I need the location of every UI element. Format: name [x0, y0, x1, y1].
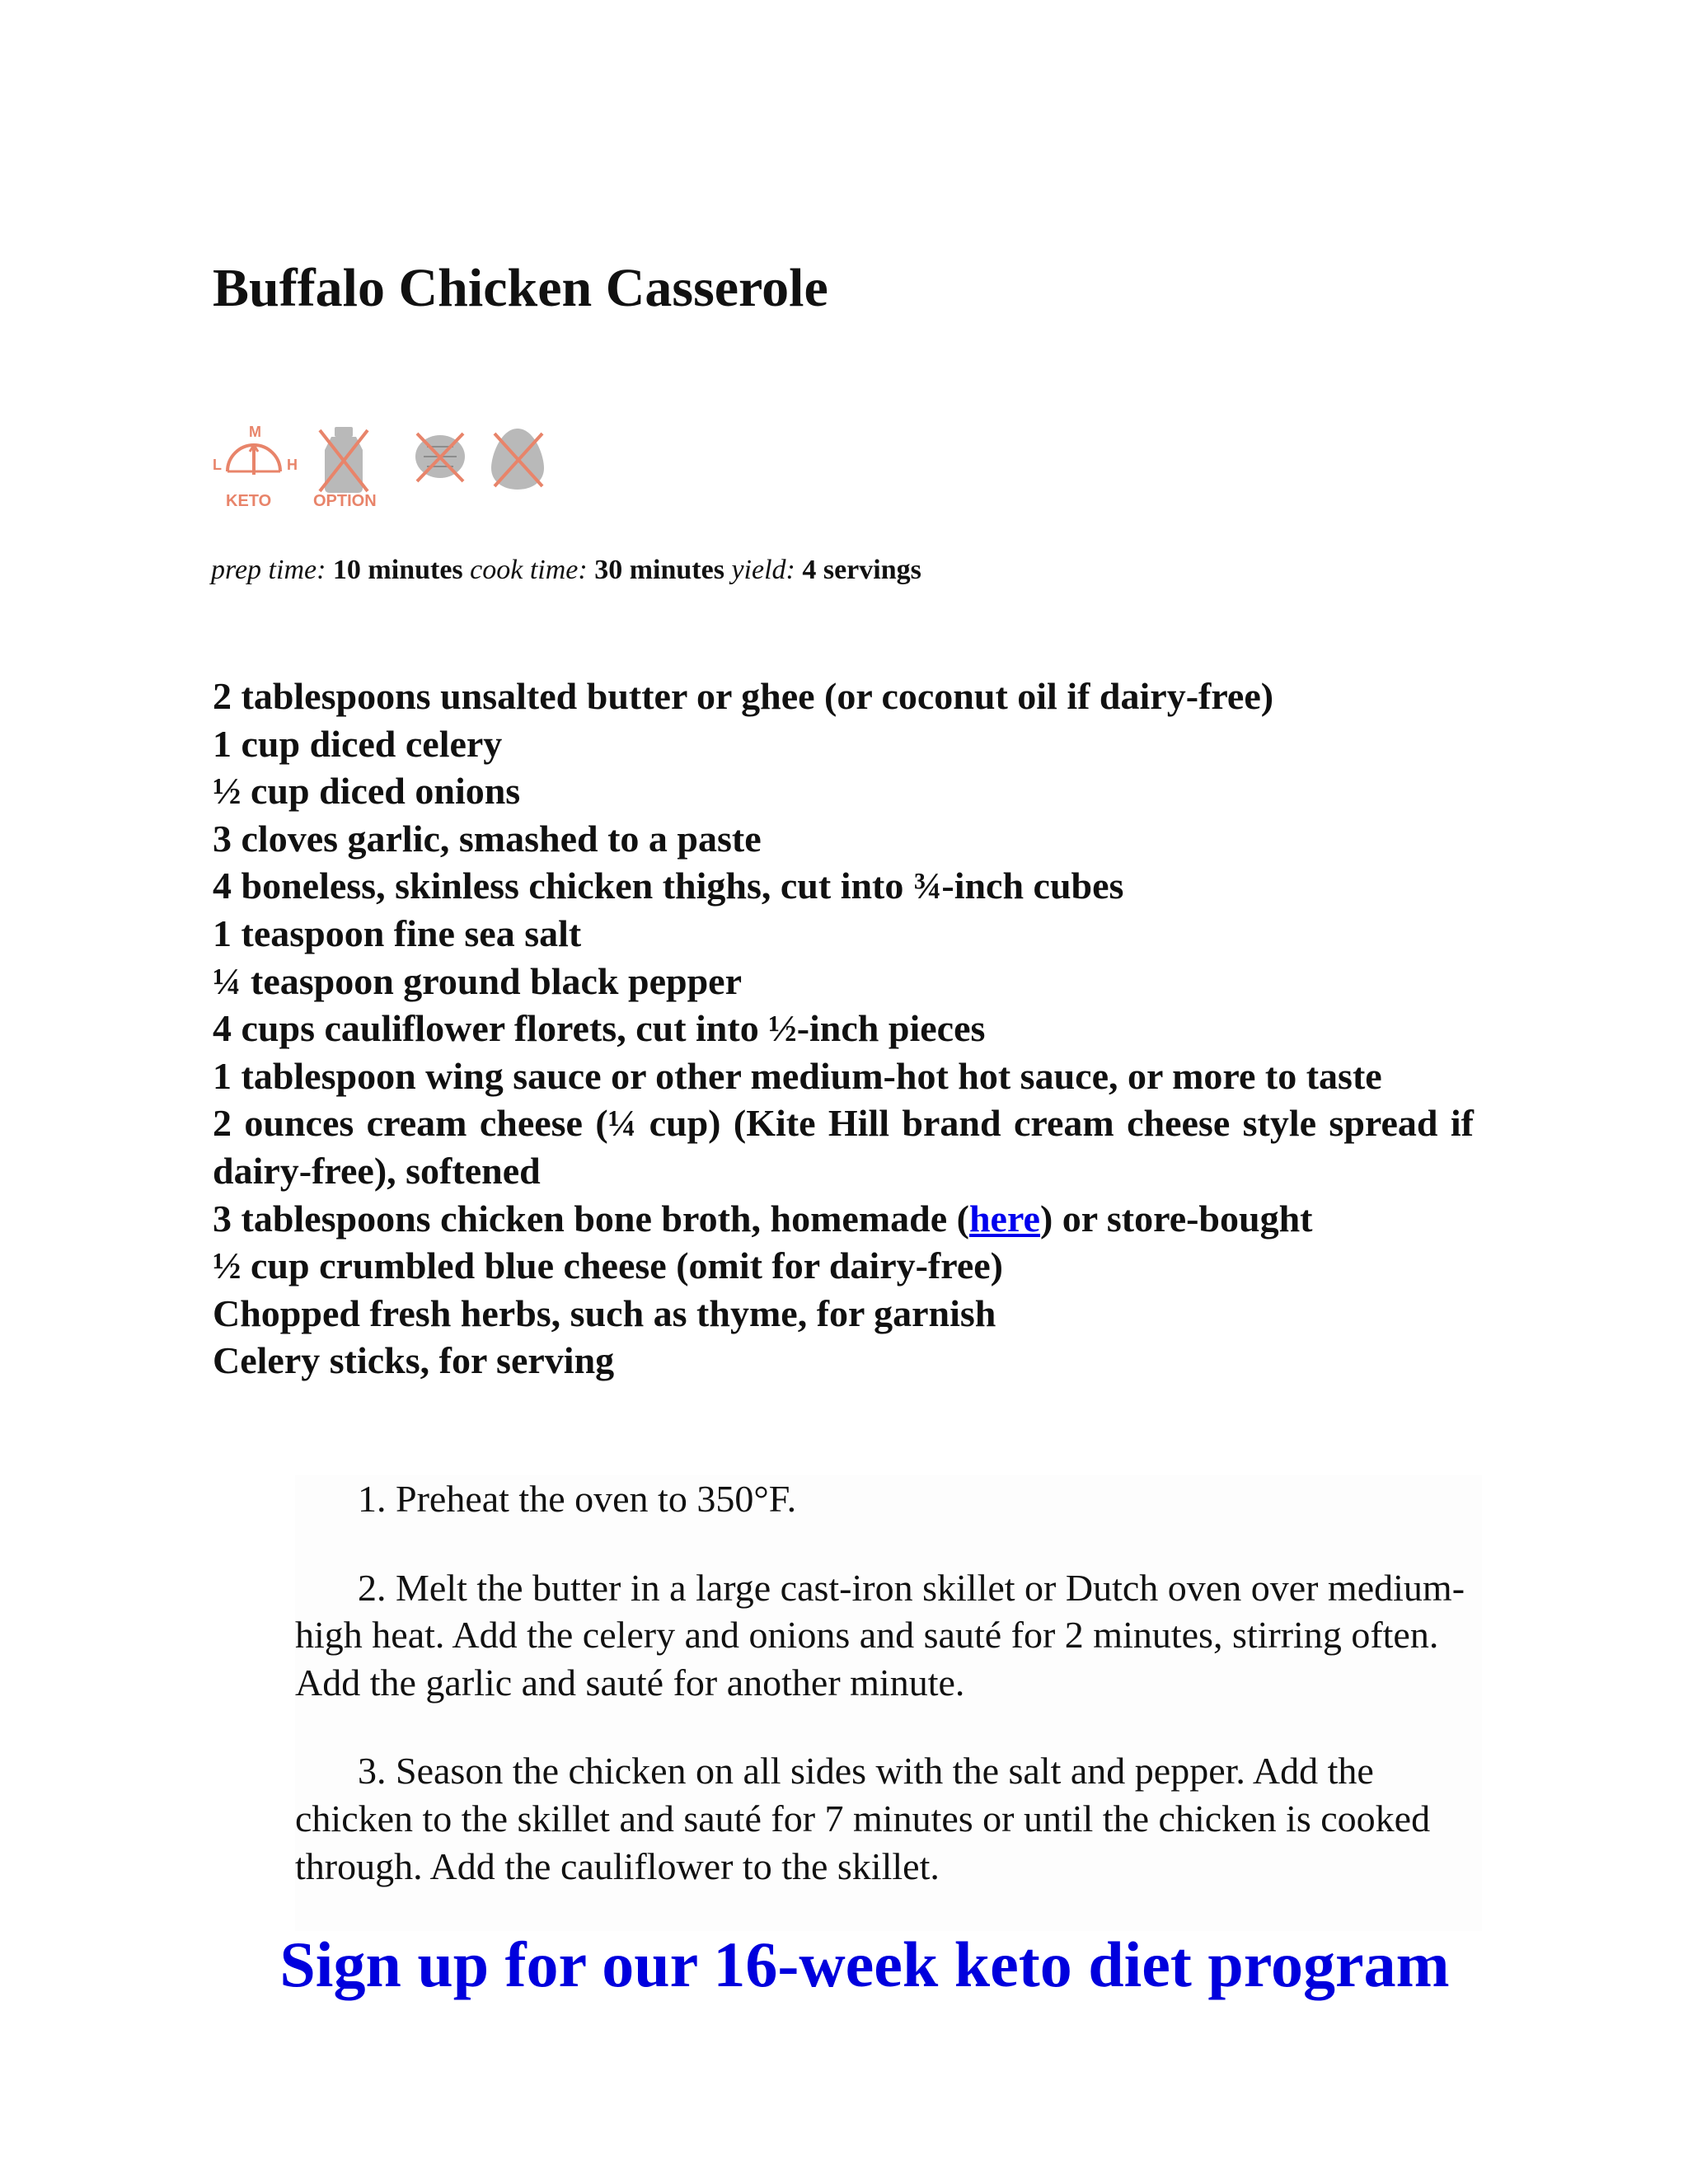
ingredient-item: 4 boneless, skinless chicken thighs, cut into ¾-inch cubes	[213, 865, 1124, 907]
ingredient-item: 2 ounces cream cheese (¼ cup) (Kite Hill brand cream cheese style spread if dairy-free), softened	[213, 1102, 1474, 1192]
cook-time-value: 30 minutes	[594, 555, 724, 585]
ingredient-item: 2 tablespoons unsalted butter or ghee (or coconut oil if dairy-free)	[213, 675, 1274, 717]
recipe-title: Buffalo Chicken Casserole	[213, 258, 828, 318]
instruction-list	[295, 1475, 1482, 1931]
instruction-step: 1. Preheat the oven to 350°F.	[358, 1478, 797, 1520]
yield-label: yield:	[731, 555, 795, 585]
option-label: OPTION	[313, 492, 377, 510]
prep-time-label: prep time:	[211, 555, 326, 585]
recipe-meta	[211, 552, 921, 588]
ingredient-list	[213, 673, 1474, 1385]
dairy-free-option-icon	[313, 427, 377, 510]
ingredient-item: ½ cup crumbled blue cheese (omit for dairy-free)	[213, 1244, 1003, 1287]
broth-text-after: ) or store-bought	[1039, 1197, 1313, 1240]
ingredient-item: 1 teaspoon fine sea salt	[213, 912, 582, 954]
ingredient-item: 3 cloves garlic, smashed to a paste	[213, 817, 762, 860]
cook-time-label: cook time:	[470, 555, 588, 585]
yield-value: 4 servings	[802, 555, 921, 585]
gauge-letter-l: L	[213, 457, 222, 473]
broth-text-before: 3 tablespoons chicken bone broth, homemade (	[213, 1197, 969, 1240]
ingredient-item: 1 tablespoon wing sauce or other medium-hot hot sauce, or more to taste	[213, 1054, 1382, 1097]
ingredient-item: ¼ teaspoon ground black pepper	[213, 959, 743, 1002]
prep-time-value: 10 minutes	[332, 555, 463, 585]
keto-level-gauge-icon	[213, 424, 298, 510]
dietary-badges	[211, 422, 557, 521]
gauge-letter-m: M	[249, 424, 261, 440]
nut-free-icon	[415, 434, 465, 481]
gauge-letter-h: H	[287, 457, 298, 473]
keto-program-signup-link[interactable]: Sign up for our 16-week keto diet program	[279, 1929, 1450, 2000]
egg-free-icon	[491, 429, 544, 490]
instruction-step: 3. Season the chicken on all sides with the salt and pepper. Add the chicken to the skillet and sauté for 7 minutes or until the chicken is cooked through. Add the cauliflower to the skillet.	[295, 1750, 1431, 1887]
keto-label: KETO	[226, 492, 272, 510]
bone-broth-recipe-link[interactable]: here	[968, 1197, 1040, 1240]
ingredient-item: 1 cup diced celery	[213, 722, 503, 765]
ingredient-item: Celery sticks, for serving	[213, 1339, 615, 1382]
instruction-step: 2. Melt the butter in a large cast-iron skillet or Dutch oven over medium-high heat. Add the celery and onions and sauté for 2 minutes, stirring often. Add the garlic and sauté for another minute.	[295, 1566, 1465, 1704]
ingredient-item: 4 cups cauliflower florets, cut into ½-inch pieces	[213, 1007, 986, 1050]
ingredient-item: Chopped fresh herbs, such as thyme, for garnish	[213, 1291, 996, 1334]
ingredient-item: ½ cup diced onions	[213, 770, 521, 813]
ingredient-item-broth	[213, 1195, 1474, 1243]
dietary-badges-svg	[211, 422, 557, 521]
